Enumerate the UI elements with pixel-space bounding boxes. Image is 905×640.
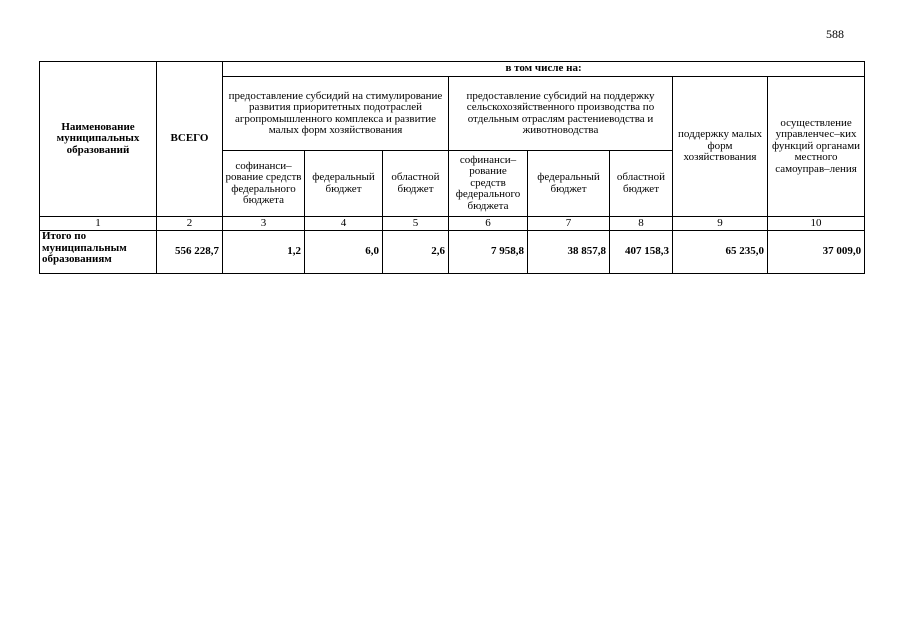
table-row-total	[40, 231, 865, 274]
column-number: 9	[673, 217, 768, 231]
cell-value: 65 235,0	[673, 231, 768, 274]
header-small-farms-support: поддержку малых форм хозяйствования	[673, 77, 768, 217]
cell-value: 37 009,0	[768, 231, 865, 274]
cell-value: 7 958,8	[449, 231, 528, 274]
header-federal-1: федеральный бюджет	[305, 151, 383, 217]
header-regional-1: областной бюджет	[383, 151, 449, 217]
column-number: 4	[305, 217, 383, 231]
column-number: 10	[768, 217, 865, 231]
column-number: 5	[383, 217, 449, 231]
header-regional-2: областной бюджет	[610, 151, 673, 217]
page-number: 588	[826, 27, 844, 41]
column-number: 1	[40, 217, 157, 231]
header-total: ВСЕГО	[157, 62, 223, 217]
cell-value: 2,6	[383, 231, 449, 274]
cell-value: 407 158,3	[610, 231, 673, 274]
cell-value: 1,2	[223, 231, 305, 274]
cell-total: 556 228,7	[157, 231, 223, 274]
header-cofinancing-1: софинанси–рование средств федерального бюджета	[223, 151, 305, 217]
column-number: 3	[223, 217, 305, 231]
header-including: в том числе на:	[223, 62, 865, 77]
column-number: 8	[610, 217, 673, 231]
cell-value: 38 857,8	[528, 231, 610, 274]
column-number: 7	[528, 217, 610, 231]
header-federal-2: федеральный бюджет	[528, 151, 610, 217]
header-group-crop-livestock: предоставление субсидий на поддержку сельскохозяйственного производства по отдельным отраслям растениеводства и животноводства	[449, 77, 673, 151]
header-municipality: Наименование муниципальных образований	[40, 62, 157, 217]
header-admin-functions: осуществление управленчес–ких функций органами местного самоуправ–ления	[768, 77, 865, 217]
budget-table	[39, 61, 865, 274]
column-number: 2	[157, 217, 223, 231]
row-name: Итого по муниципальным образованиям	[40, 231, 157, 274]
cell-value: 6,0	[305, 231, 383, 274]
column-number: 6	[449, 217, 528, 231]
header-group-agro-subsidies: предоставление субсидий на стимулирование развития приоритетных подотраслей агропромышленного комплекса и развитие малых форм хозяйствования	[223, 77, 449, 151]
header-cofinancing-2: софинанси–рование средств федерального бюджета	[449, 151, 528, 217]
